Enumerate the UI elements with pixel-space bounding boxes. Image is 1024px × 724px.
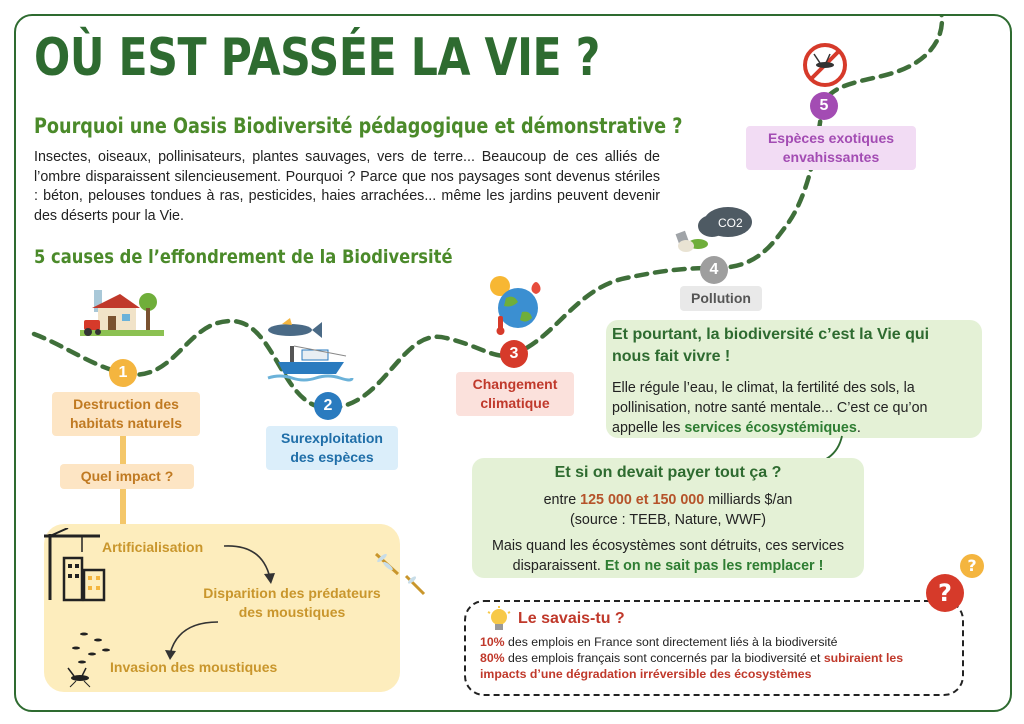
cause-3-label: Changement climatique: [456, 372, 574, 416]
cost-box-title: Et si on devait payer tout ça ?: [554, 464, 782, 481]
mosquito-swarm-icon: [64, 626, 114, 688]
cost-box-amount: entre 125 000 et 150 000 milliards $/an: [543, 492, 793, 508]
cost-box-warning-2: disparaissent. Et on ne sait pas les remplacer !: [512, 558, 824, 574]
cause-2-label: Surexploitation des espèces: [266, 426, 398, 470]
co2-cloud-icon: [672, 202, 758, 258]
question-icon-large: ?: [926, 574, 964, 612]
cost-box-warning-1: Mais quand les écosystèmes sont détruits, ces services: [491, 538, 844, 554]
ecosystem-cost-box: [472, 458, 864, 578]
construction-icon: [42, 528, 108, 602]
impact-arrow-2: [164, 618, 220, 662]
did-you-know-box: [464, 600, 964, 696]
impact-arrow-1: [222, 540, 280, 588]
hot-earth-icon: [486, 274, 546, 336]
page-subtitle: Pourquoi une Oasis Biodiversité pédagogique et démonstrative ?: [34, 114, 683, 138]
ecosystem-services-highlight: services écosystémiques: [684, 420, 857, 436]
did-you-know-title: Le savais-tu ?: [518, 610, 625, 627]
cause-1-number: 1: [109, 359, 137, 387]
fact-2: 80% des emplois français sont concernés par la biodiversité et subiraient les impacts d’une dégradation irréversible des écosystèmes: [480, 651, 904, 681]
cause-2-number: 2: [314, 392, 342, 420]
dragonfly-icon: [368, 548, 428, 598]
no-mosquito-icon: [802, 42, 848, 88]
question-icon-small: ?: [960, 554, 984, 578]
intro-paragraph: Insectes, oiseaux, pollinisateurs, plantes sauvages, vers de terre... Beaucoup de ces alliés de l’ombre disparaissent silencieusement. Pourquoi ? Parce que nos paysages sont devenus stériles : béton, pelouses tondues à ras, pesticides, haies arrachées... même les jardins peuvent devenir des déserts pour la Vie.: [34, 149, 660, 224]
fact-1: 10% des emplois en France sont directement liés à la biodiversité: [480, 635, 838, 649]
cause-1-label: Destruction des habitats naturels: [52, 392, 200, 436]
impact-step-artificialisation: Artificialisation: [102, 539, 204, 555]
impact-step-predators: Disparition des prédateurs des moustiques: [203, 585, 381, 620]
cause-5-label: Espèces exotiques envahissantes: [746, 126, 916, 170]
causes-title: 5 causes de l’effondrement de la Biodiversité: [34, 246, 453, 268]
page-title: OÙ EST PASSÉE LA VIE ?: [34, 28, 601, 88]
cause-3-number: 3: [500, 340, 528, 368]
life-box-title: Et pourtant, la biodiversité c’est la Vie qui nous fait vivre !: [612, 326, 930, 365]
biodiversity-life-box: [606, 320, 982, 438]
impact-question-label: Quel impact ?: [60, 464, 194, 489]
cause-4-label: Pollution: [680, 286, 762, 311]
impact-step-mosquito-invasion: Invasion des moustiques: [110, 659, 278, 675]
cannot-replace-highlight: Et on ne sait pas les remplacer !: [604, 558, 824, 574]
poster-frame: [14, 14, 1012, 712]
fishing-boat-icon: [260, 316, 356, 386]
cause-5-number: 5: [810, 92, 838, 120]
lightbulb-icon: [486, 606, 512, 634]
farm-icon: [80, 286, 164, 340]
cost-box-source: (source : TEEB, Nature, WWF): [570, 512, 766, 528]
cause-4-number: 4: [700, 256, 728, 284]
life-box-text: Elle régule l’eau, le climat, la fertilité des sols, la pollinisation, notre santé mentale... C’est ce qu’on appelle les services écosystémiques.: [612, 380, 928, 436]
cost-range-highlight: 125 000 et 150 000: [580, 492, 705, 508]
co2-text: CO2: [718, 216, 743, 230]
